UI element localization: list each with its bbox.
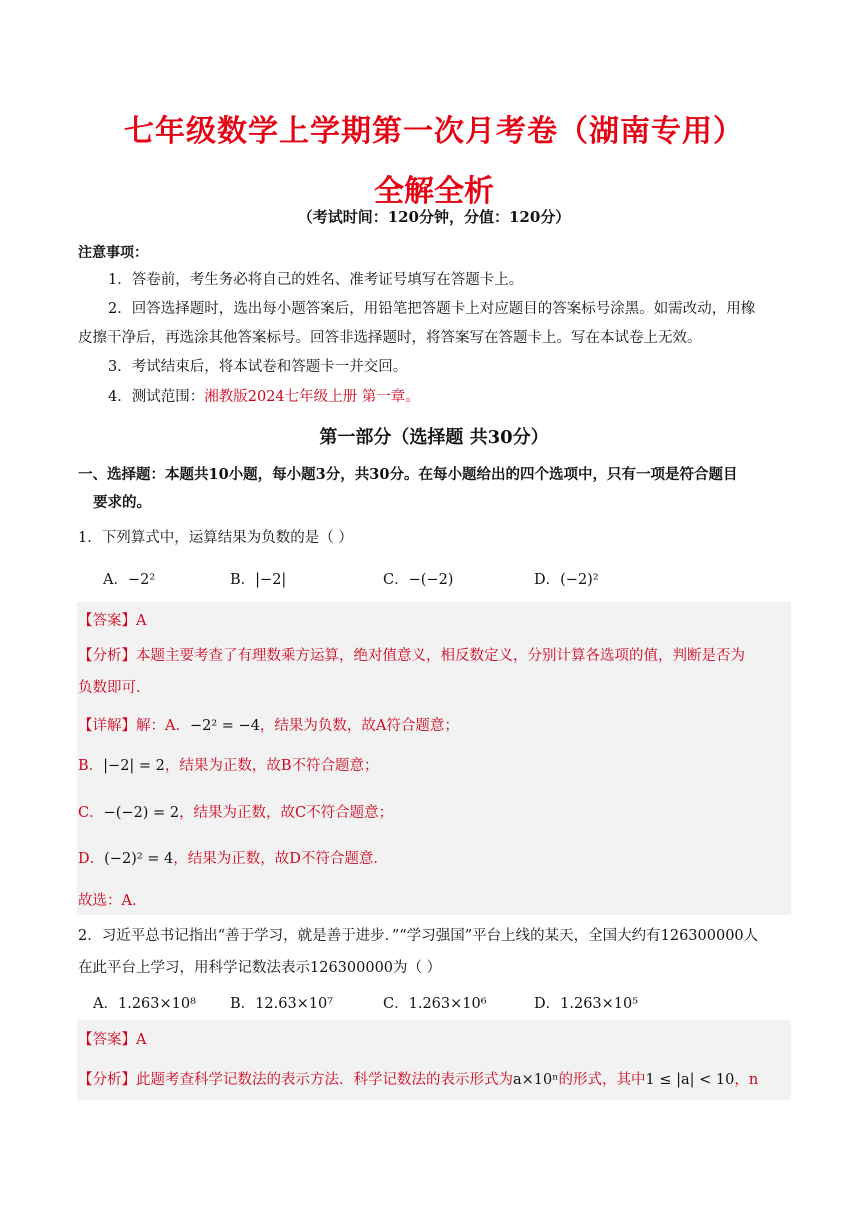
detail-prefix: C． <box>78 805 104 821</box>
analysis-text: 的形式，其中 <box>558 1072 646 1088</box>
q2-solution-box <box>77 1020 791 1100</box>
q1-detail-c <box>78 801 393 822</box>
q2-analysis <box>78 1068 758 1089</box>
q1-stem: 1．下列算式中，运算结果为负数的是（ ） <box>78 530 353 546</box>
analysis-text: 此题考查科学记数法的表示方法．科学记数法的表示形式为 <box>136 1072 513 1088</box>
option-math: (−2)² <box>560 572 599 588</box>
notice-item-1: 1．答卷前，考生务必将自己的姓名、准考证号填写在答题卡上。 <box>108 272 524 288</box>
q2-option-a <box>93 992 196 1013</box>
detail-prefix: D． <box>78 851 105 867</box>
detail-text: ，结果为负数，故A符合题意； <box>259 718 459 734</box>
option-label: A． <box>93 996 118 1012</box>
option-math: 1.263×10⁶ <box>408 996 487 1012</box>
q1-detail-a <box>78 714 459 735</box>
q2-stem: 2．习近平总书记指出“善于学习，就是善于进步．”“学习强国”平台上线的某天，全国大约有126300000人 <box>78 928 759 944</box>
exam-info: （考试时间：120分钟，分值：120分） <box>297 208 571 226</box>
q1-solution-box <box>77 602 791 915</box>
notice-item-2-cont: 皮擦干净后，再选涂其他答案标号。回答非选择题时，将答案写在答题卡上。写在本试卷上无效。 <box>78 330 702 346</box>
answer-tag: 【答案】 <box>78 1032 136 1048</box>
section-instruction-cont: 要求的。 <box>93 494 151 511</box>
detail-text: ，结果为正数，故C不符合题意； <box>179 805 394 821</box>
option-label: B． <box>230 996 256 1012</box>
option-math: 1.263×10⁸ <box>117 996 196 1012</box>
detail-prefix: B． <box>78 758 104 774</box>
detail-tag: 【详解】 <box>78 718 136 734</box>
detail-math: |−2| = 2 <box>103 758 165 774</box>
detail-text: ，结果为正数，故B不符合题意； <box>164 758 379 774</box>
q1-analysis <box>78 644 745 665</box>
answer-tag: 【答案】 <box>78 613 136 629</box>
answer-value: A <box>136 613 147 629</box>
document-subtitle: 全解全析 <box>374 174 494 209</box>
section-heading: 第一部分（选择题 共30分） <box>319 427 549 448</box>
notice-item-4 <box>108 383 420 412</box>
q2-option-b <box>230 992 333 1013</box>
analysis-tag: 【分析】 <box>78 648 136 664</box>
analysis-text: 本题主要考查了有理数乘方运算，绝对值意义，相反数定义，分别计算各选项的值，判断是否为 <box>136 648 745 664</box>
notice-item-3: 3．考试结束后，将本试卷和答题卡一并交回。 <box>108 359 408 375</box>
analysis-math: a×10ⁿ <box>513 1072 559 1088</box>
q1-analysis-cont: 负数即可． <box>78 680 151 696</box>
detail-math: (−2)² = 4 <box>104 851 174 867</box>
q1-option-c <box>383 568 453 589</box>
q1-answer <box>78 609 146 630</box>
detail-prefix: 解：A． <box>136 718 190 734</box>
analysis-tag: 【分析】 <box>78 1072 136 1088</box>
q2-stem-cont: 在此平台上学习，用科学记数法表示126300000为（ ） <box>78 960 442 976</box>
notice-title: 注意事项： <box>78 245 148 261</box>
option-math: 12.63×10⁷ <box>255 996 334 1012</box>
section-instruction: 一、选择题：本题共10小题，每小题3分，共30分。在每小题给出的四个选项中，只有一项是符合题目 <box>78 466 738 483</box>
detail-math: −(−2) = 2 <box>103 805 180 821</box>
document-title: 七年级数学上学期第一次月考卷（湖南专用） <box>124 114 744 149</box>
option-math: −(−2) <box>408 572 454 588</box>
q1-option-b <box>230 568 286 589</box>
option-label: A． <box>103 572 128 588</box>
answer-value: A <box>136 1032 147 1048</box>
notice-item-4-prefix: 4．测试范围： <box>108 389 205 405</box>
q1-detail-d <box>78 847 388 868</box>
option-label: C． <box>383 572 409 588</box>
analysis-math: 1 ≤ |a| < 10 <box>645 1072 735 1088</box>
option-label: B． <box>230 572 256 588</box>
notice-item-2: 2．回答选择题时，选出每小题答案后，用铅笔把答题卡上对应题目的答案标号涂黑。如需改动，用橡 <box>108 301 756 317</box>
q1-option-d <box>534 568 599 589</box>
q1-conclusion: 故选：A． <box>78 893 147 909</box>
option-math: −2² <box>127 572 156 588</box>
option-math: 1.263×10⁵ <box>560 996 639 1012</box>
test-range: 湘教版2024七年级上册 第一章。 <box>204 389 420 405</box>
q2-option-d <box>534 992 638 1013</box>
q2-option-c <box>383 992 487 1013</box>
option-label: D． <box>534 572 561 588</box>
q1-detail-b <box>78 754 379 775</box>
detail-math: −2² = −4 <box>189 718 260 734</box>
option-label: C． <box>383 996 409 1012</box>
analysis-tail: ，n <box>734 1072 759 1088</box>
q2-answer <box>78 1028 146 1049</box>
detail-text: ，结果为正数，故D不符合题意． <box>173 851 388 867</box>
q1-option-a <box>103 568 155 589</box>
option-math: |−2| <box>255 572 287 588</box>
option-label: D． <box>534 996 561 1012</box>
